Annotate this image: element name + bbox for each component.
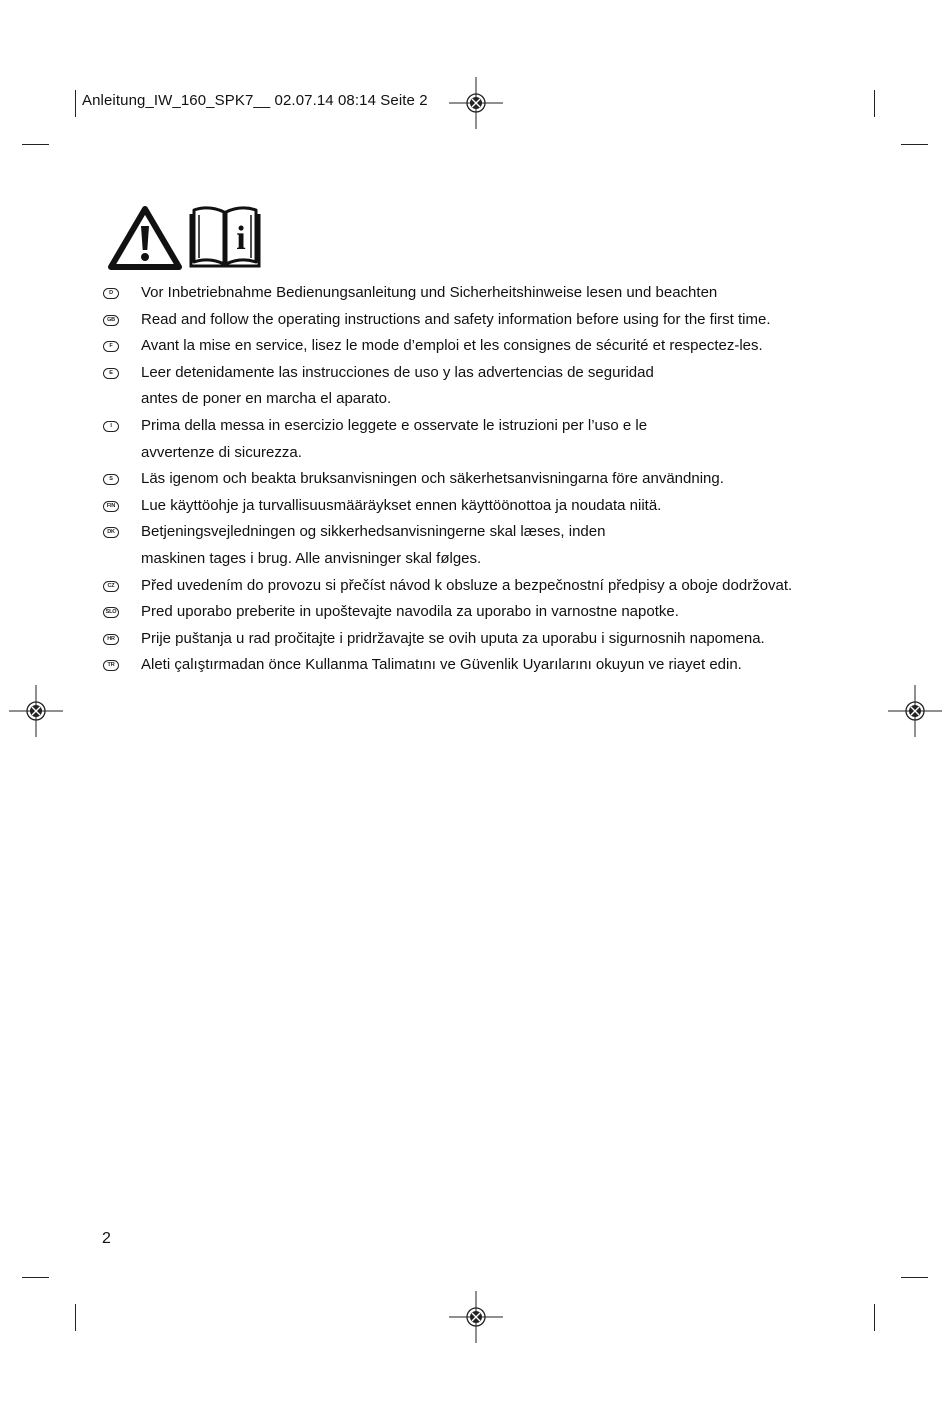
crop-mark-top-left-vertical [75,90,76,117]
language-code-badge: SLO [103,607,119,618]
crop-mark-bottom-right-horizontal [901,1277,928,1278]
registration-mark-icon [888,684,942,738]
crop-mark-bottom-right-vertical [874,1304,875,1331]
language-code-badge: GB [103,315,119,326]
crop-mark-bottom-left-horizontal [22,1277,49,1278]
crop-mark-top-right-horizontal [901,144,928,145]
instruction-line [100,652,900,679]
instruction-line [100,573,900,600]
instruction-line [100,493,900,520]
instruction-line [100,386,900,413]
instruction-line [100,546,900,573]
read-manual-icon [187,204,263,270]
registration-mark-icon [449,1290,503,1344]
instruction-line [100,466,900,493]
instruction-text: Betjeningsvejledningen og sikkerhedsanvisningerne skal læses, inden [141,523,606,541]
instruction-line [100,626,900,653]
instruction-line [100,519,900,546]
instruction-line [100,280,900,307]
language-code-badge: DK [103,527,119,538]
instruction-text: Vor Inbetriebnahme Bedienungsanleitung und Sicherheitshinweise lesen und beachten [141,284,718,301]
registration-mark-icon [9,684,63,738]
crop-mark-top-left-horizontal [22,144,49,145]
manual-letter: i [236,220,246,257]
safety-instructions [100,280,900,679]
crop-mark-top-right-vertical [874,90,875,117]
instruction-text: avvertenze di sicurezza. [141,443,302,461]
language-code-badge: F [103,341,119,352]
language-code-badge: S [103,474,119,485]
instruction-text: Leer detenidamente las instrucciones de uso y las advertencias de seguridad [141,363,654,381]
registration-mark-icon [449,76,503,130]
warning-triangle-icon [108,206,182,270]
instruction-line [100,333,900,360]
instruction-text: Prima della messa in esercizio leggete e osservate le istruzioni per l’uso e le [141,416,648,434]
instruction-line [100,440,900,467]
instruction-text: Prije puštanja u rad pročitajte i pridržavajte se ovih uputa za uporabu i sigurnosnih napomena. [141,629,765,647]
instruction-line [100,307,900,334]
instruction-text: Aleti çalıştırmadan önce Kullanma Talimatını ve Güvenlik Uyarılarını okuyun ve riayet edin. [141,656,742,674]
instruction-text: Avant la mise en service, lisez le mode d’emploi et les consignes de sécurité et respectez-les. [141,337,763,355]
language-code-badge: E [103,368,119,379]
instruction-text: maskinen tages i brug. Alle anvisninger skal følges. [141,549,482,567]
print-slug: Anleitung_IW_160_SPK7__ 02.07.14 08:14 Seite 2 [82,92,428,109]
language-code-badge: D [103,288,119,299]
instruction-text: Lue käyttöohje ja turvallisuusmääräykset ennen käyttöönottoa ja noudata niitä. [141,496,662,514]
instruction-text: Läs igenom och beakta bruksanvisningen och säkerhetsanvisningarna före användning. [141,470,724,488]
instruction-line [100,360,900,387]
instruction-line [100,413,900,440]
instruction-line [100,599,900,626]
instruction-text: Read and follow the operating instructions and safety information before using for the first time. [141,310,771,328]
instruction-text: Před uvedením do provozu si přečíst návod k obsluze a bezpečnostní předpisy a oboje dodržovat. [141,576,793,594]
page-number: 2 [102,1230,111,1247]
instruction-text: antes de poner en marcha el aparato. [141,390,392,408]
language-code-badge: TR [103,660,119,671]
language-code-badge: HR [103,634,119,645]
language-code-badge: I [103,421,119,432]
language-code-badge: CZ [103,581,119,592]
instruction-text: Pred uporabo preberite in upoštevajte navodila za uporabo in varnostne napotke. [141,603,679,621]
crop-mark-bottom-left-vertical [75,1304,76,1331]
language-code-badge: FIN [103,501,119,512]
